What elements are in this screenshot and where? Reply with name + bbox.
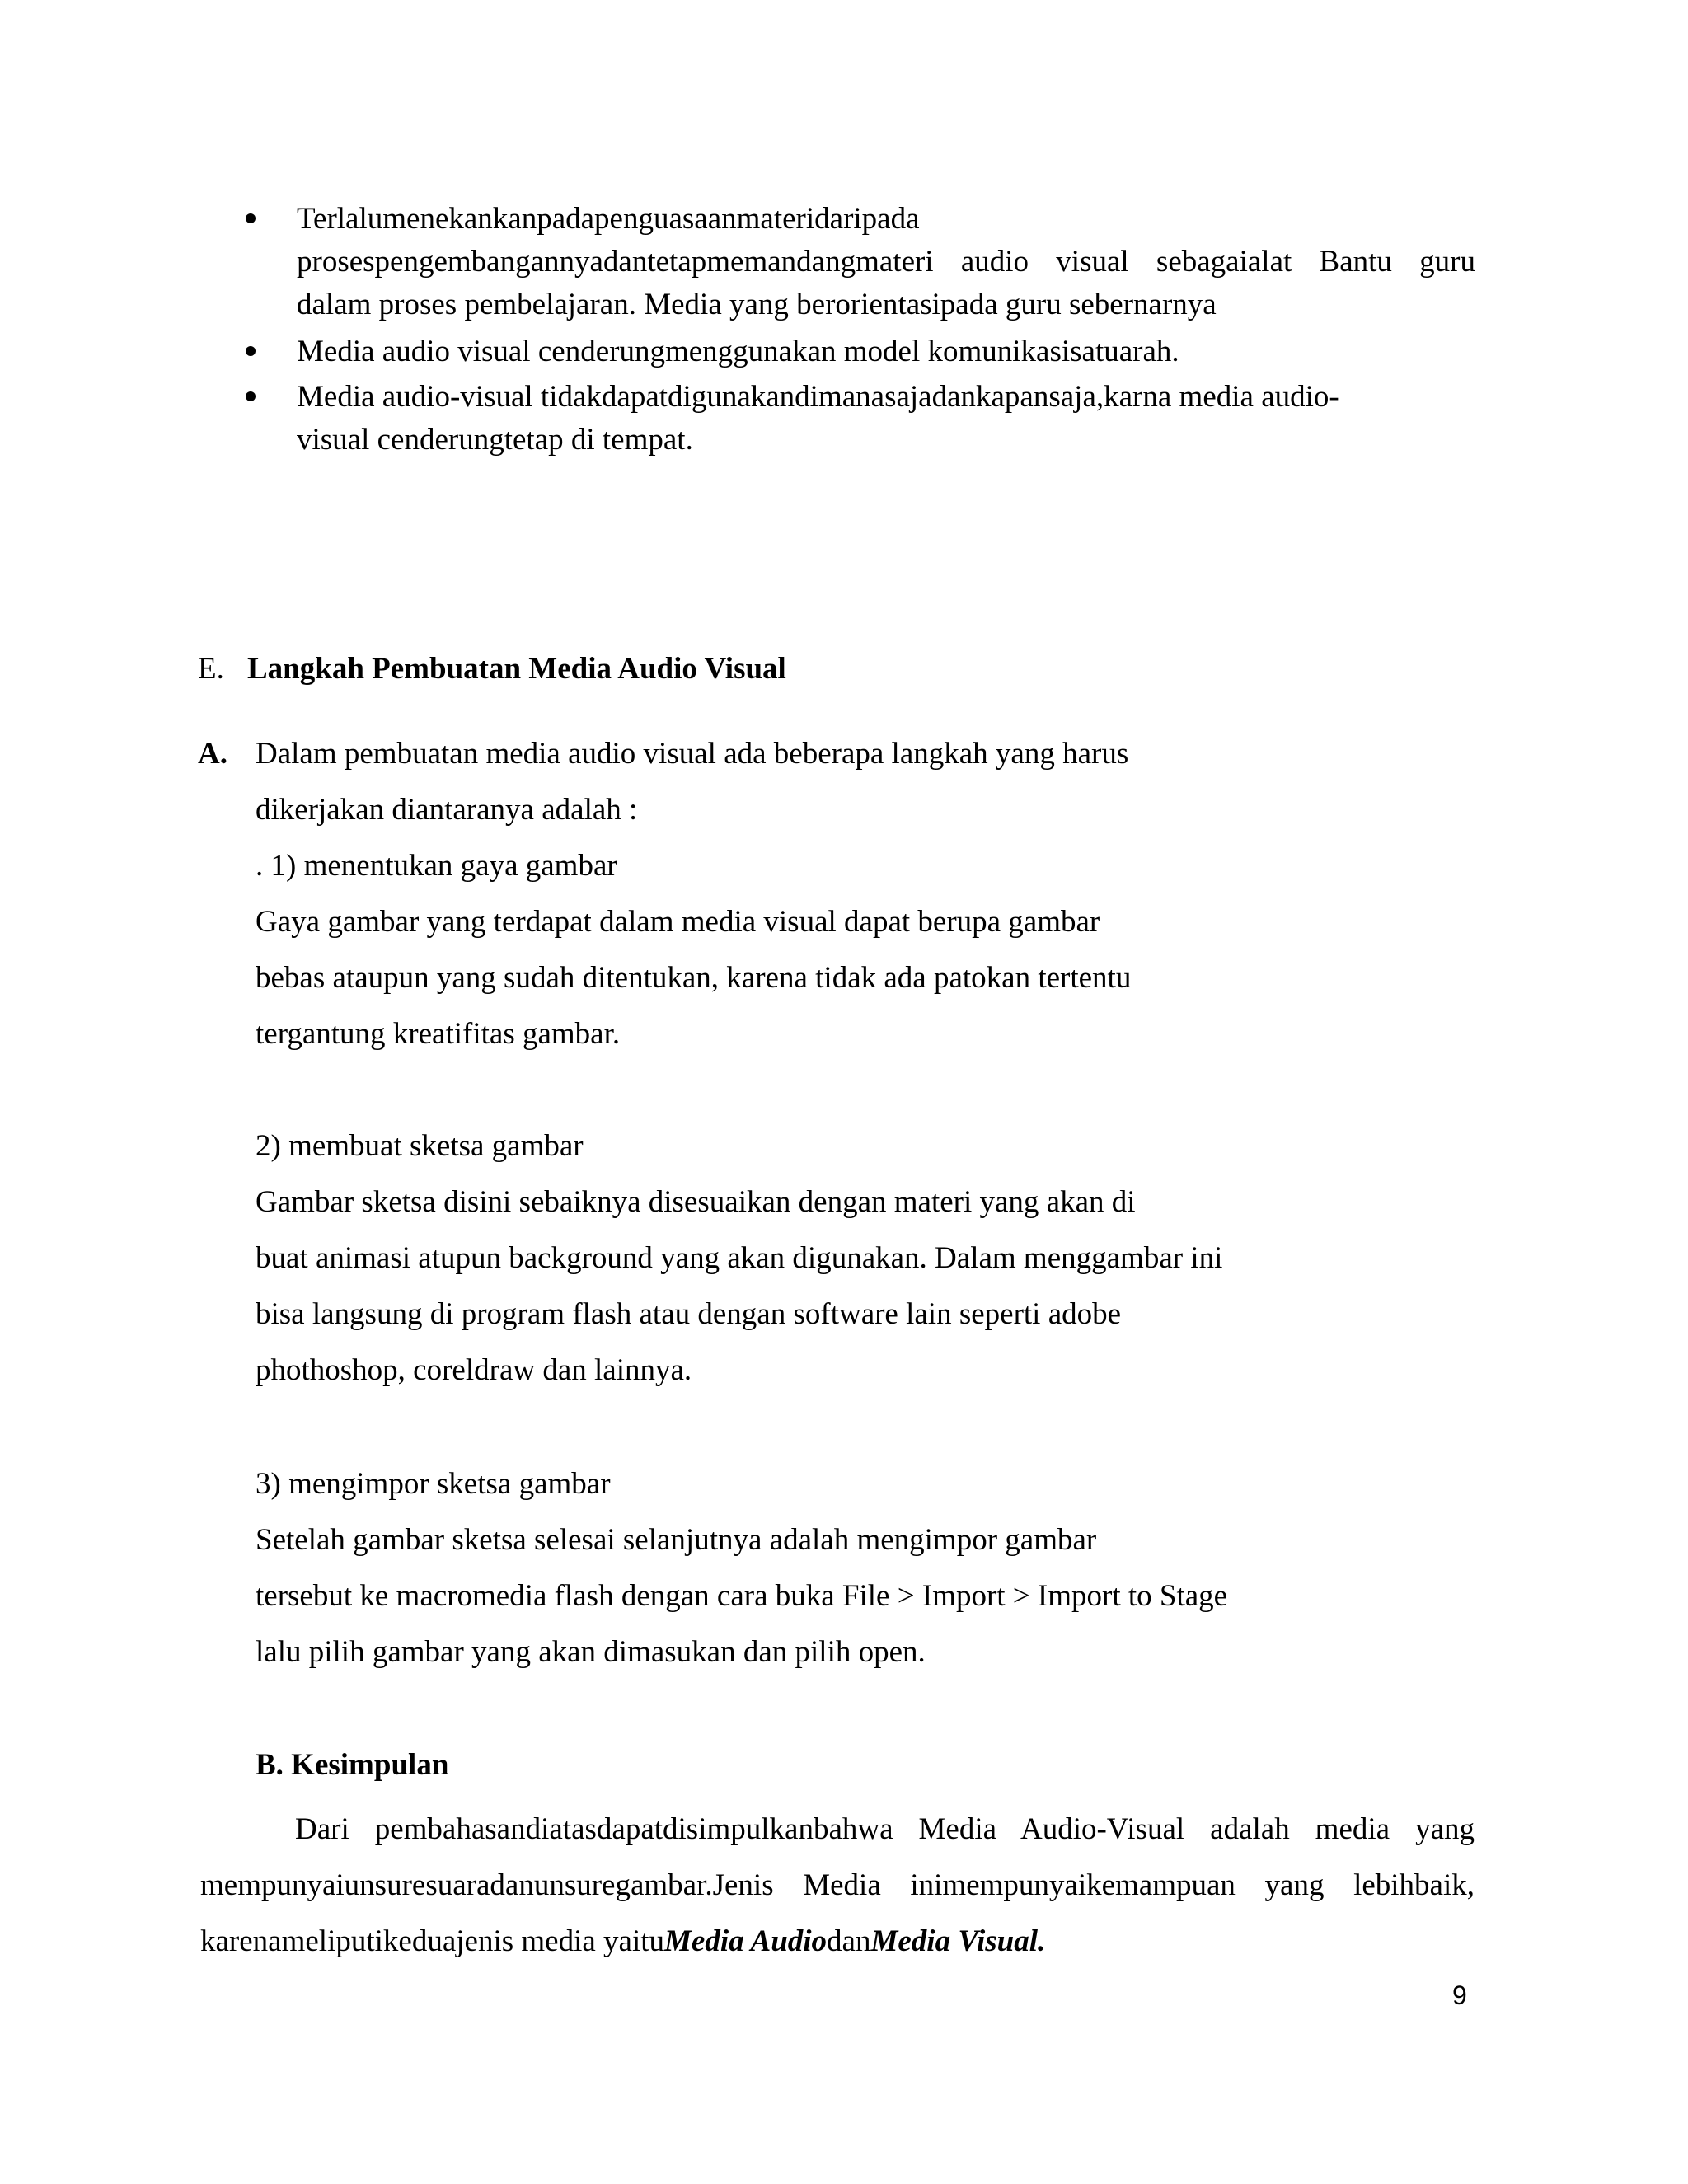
step2-line: phothoshop, coreldraw dan lainnya.: [256, 1353, 692, 1387]
step2-line: Gambar sketsa disini sebaiknya disesuaikan dengan materi yang akan di: [256, 1185, 1136, 1219]
page-number: 9: [1452, 1980, 1467, 2010]
intro-line: Dalam pembuatan media audio visual ada beberapa langkah yang harus: [256, 737, 1129, 771]
bullet-line: dalam proses pembelajaran. Media yang berorientasipada guru sebernarnya: [297, 288, 1217, 321]
emphasis-media-visual: Media Visual.: [870, 1924, 1046, 1958]
intro-line: dikerjakan diantaranya adalah :: [256, 793, 638, 827]
step2-line: buat animasi atupun background yang akan digunakan. Dalam menggambar ini: [256, 1241, 1223, 1275]
section-a-letter: A.: [198, 737, 227, 771]
conclusion-text: karenameliputikeduajenis media yaitu: [200, 1924, 665, 1958]
bullet-line: Media audio-visual tidakdapatdigunakandimanasajadankapansaja,karna media audio-: [297, 380, 1339, 414]
step3-line: lalu pilih gambar yang akan dimasukan dan pilih open.: [256, 1635, 926, 1669]
step1-line: bebas ataupun yang sudah ditentukan, karena tidak ada patokan tertentu: [256, 961, 1132, 995]
step2-line: bisa langsung di program flash atau dengan software lain seperti adobe: [256, 1297, 1122, 1331]
section-e-letter: E.: [198, 652, 224, 686]
bullet-dot-icon: [246, 346, 256, 356]
conclusion-line: Dari pembahasandiatasdapatdisimpulkanbahwa Media Audio-Visual adalah media yang: [295, 1812, 1475, 1846]
step3-line: tersebut ke macromedia flash dengan cara buka File > Import > Import to Stage: [256, 1579, 1228, 1613]
emphasis-media-audio: Media Audio: [664, 1924, 828, 1958]
section-e-title: Langkah Pembuatan Media Audio Visual: [247, 652, 786, 686]
bullet-dot-icon: [246, 213, 256, 223]
conclusion-line: [200, 1914, 1475, 1970]
step2-heading: 2) membuat sketsa gambar: [256, 1129, 584, 1163]
step3-line: Setelah gambar sketsa selesai selanjutnya adalah mengimpor gambar: [256, 1523, 1097, 1557]
step1-line: Gaya gambar yang terdapat dalam media visual dapat berupa gambar: [256, 905, 1100, 939]
bullet-line: Media audio visual cenderungmenggunakan model komunikasisatuarah.: [297, 335, 1179, 368]
bullet-dot-icon: [246, 391, 256, 401]
conclusion-paragraph: [200, 1802, 1475, 1970]
bullet-line: prosespengembangannyadantetapmemandangmateri audio visual sebagaialat Bantu guru: [297, 245, 1475, 279]
step1-line: tergantung kreatifitas gambar.: [256, 1017, 621, 1051]
section-b-title: B. Kesimpulan: [256, 1748, 449, 1782]
bullet-line: Terlalumenekankanpadapenguasaanmateridaripada: [297, 202, 920, 236]
bullet-line: visual cenderungtetap di tempat.: [297, 423, 693, 457]
conclusion-line: mempunyaiunsuresuaradanunsuregambar.Jenis Media inimempunyaikemampuan yang lebihbaik,: [200, 1868, 1475, 1902]
conclusion-text: dan: [827, 1924, 871, 1958]
step3-heading: 3) mengimpor sketsa gambar: [256, 1467, 611, 1501]
step1-heading: . 1) menentukan gaya gambar: [256, 849, 617, 883]
